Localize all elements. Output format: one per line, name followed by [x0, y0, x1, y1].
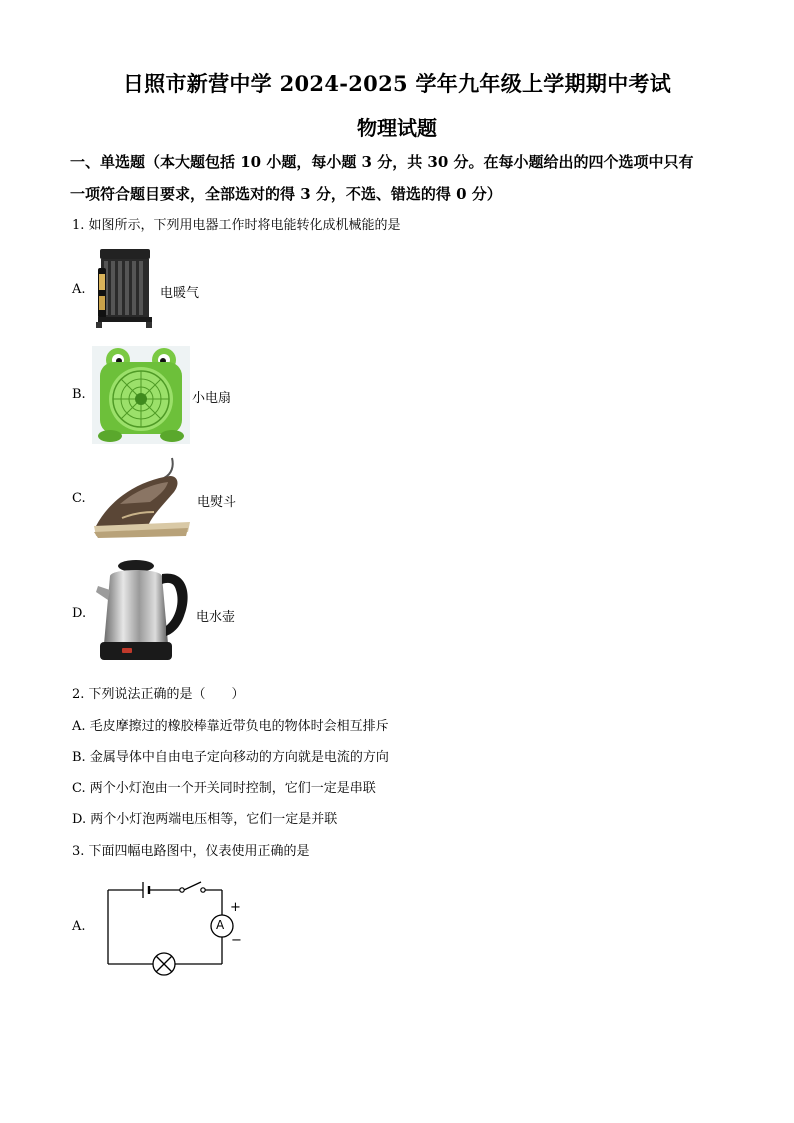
q1-option-c-text: 电熨斗 — [197, 495, 237, 510]
q3-stem: 3. 下面四幅电路图中，仪表使用正确的是 — [72, 844, 310, 859]
small-fan-icon — [92, 346, 190, 444]
electric-heater-icon — [92, 246, 156, 332]
section-line-1: 一、单选题（本大题包括 10 小题，每小题 3 分，共 30 分。在每小题给出的四个选项中只有 — [70, 153, 694, 171]
ammeter-label: A — [216, 918, 225, 932]
q2-option-c: C. 两个小灯泡由一个开关同时控制，它们一定是串联 — [72, 781, 376, 796]
switch-contact-right — [201, 888, 205, 892]
section-instructions — [70, 146, 730, 210]
switch-contact-left — [180, 888, 184, 892]
q1-option-a-letter: A. — [72, 282, 86, 297]
q1-option-b-letter: B. — [72, 387, 86, 402]
electric-kettle-icon — [92, 556, 196, 668]
ammeter-plus-terminal: + — [230, 900, 241, 915]
q3-option-a-letter: A. — [72, 919, 86, 934]
q1-option-b-text: 小电扇 — [192, 391, 232, 406]
q1-stem: 1. 如图所示，下列用电器工作时将电能转化成机械能的是 — [72, 218, 401, 233]
exam-subtitle: 物理试题 — [357, 116, 437, 140]
q1-option-a-text: 电暖气 — [160, 286, 200, 301]
q2-option-a: A. 毛皮摩擦过的橡胶棒靠近带负电的物体时会相互排斥 — [72, 719, 389, 734]
electric-iron-icon — [92, 456, 194, 542]
switch-lever — [184, 882, 201, 890]
q1-option-d-text: 电水壶 — [196, 610, 236, 625]
ammeter-minus-terminal: − — [231, 933, 242, 948]
section-line-2: 一项符合题目要求，全部选对的得 3 分，不选、错选的得 0 分） — [70, 185, 502, 203]
q2-option-b: B. 金属导体中自由电子定向移动的方向就是电流的方向 — [72, 750, 389, 765]
q2-stem: 2. 下列说法正确的是（ ） — [72, 687, 245, 702]
q1-option-d-letter: D. — [72, 606, 87, 621]
q1-option-c-letter: C. — [72, 491, 86, 506]
circuit-diagram-a — [100, 876, 250, 980]
q2-option-d: D. 两个小灯泡两端电压相等，它们一定是并联 — [72, 812, 338, 827]
exam-title: 日照市新营中学 2024-2025 学年九年级上学期期中考试 — [122, 71, 672, 96]
